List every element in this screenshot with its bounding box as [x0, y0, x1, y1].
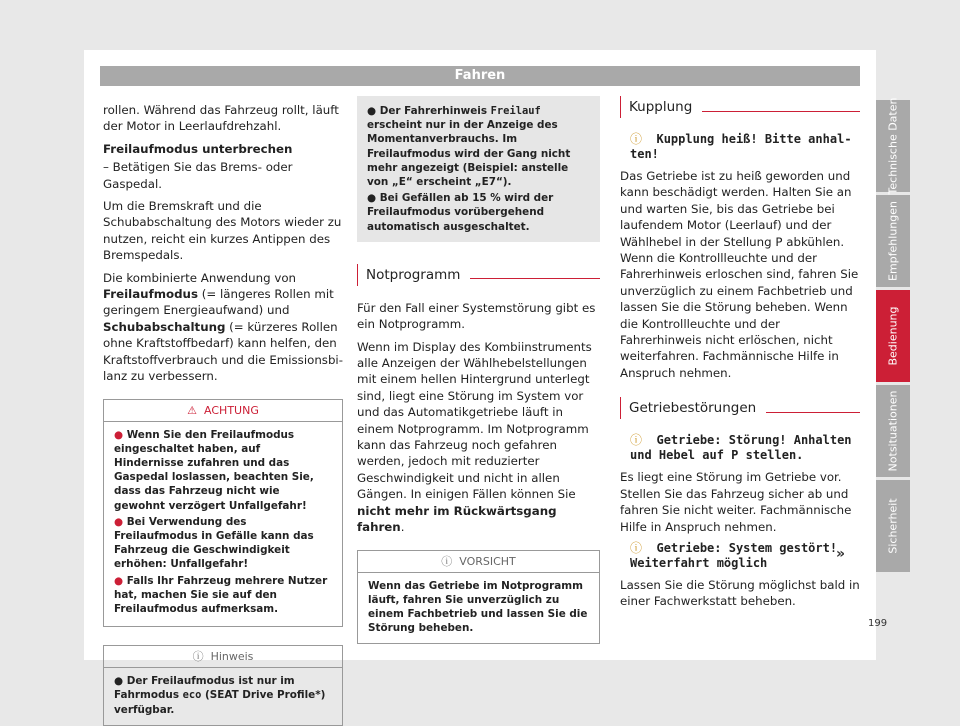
vorsicht-text: Wenn das Getriebe im Notprogramm läuft, fahren Sie unverzüglich zu einem Fachbetrieb und lassen Sie die Störung beheben.	[368, 579, 588, 635]
list-item: ● Falls Ihr Fahrzeug mehrere Nutzer hat, machen Sie sie auf den Freilaufmodus aufmerksam.	[114, 574, 328, 615]
vorsicht-box	[357, 550, 600, 645]
page-number: 199	[868, 618, 888, 629]
vorsicht-header: ⓘ VORSICHT	[358, 551, 599, 573]
list-item: ● Bei Verwendung des Freilaufmodus in Gefälle kann das Fahrzeug die Geschwindigkeit erhöhen: Unfallgefahr!	[114, 515, 314, 571]
column-1	[103, 102, 343, 726]
section-heading-kupplung: Kupplung	[620, 96, 860, 118]
list-item: ● Wenn Sie den Freilaufmodus eingeschaltet haben, auf Hindernisse zufahren und das Gaspedal loslassen, beachten Sie, dass das Fahrzeug nicht wie gewohnt verzögert Unfallgefahr!	[114, 428, 314, 512]
continue-arrow-icon: »	[836, 546, 846, 562]
hinweis-box	[103, 645, 343, 726]
display-message: ⓘ Kupplung heiß! Bitte anhalten!	[630, 132, 852, 161]
list-item: ● Bei Gefällen ab 15 % wird der Freilaufmodus vorübergehend automatisch ausgeschaltet.	[367, 192, 554, 233]
warning-light-icon: ⓘ	[630, 433, 643, 448]
page-header: Fahren	[100, 66, 860, 86]
sub-heading: Freilaufmodus unterbrechen	[103, 141, 293, 156]
display-message: ⓘ Getriebe: Störung! Anhalten und Hebel auf P stellen.	[630, 433, 852, 463]
info-icon: ⓘ	[192, 650, 204, 664]
warning-light-icon: ⓘ	[630, 540, 643, 555]
note-box	[357, 96, 600, 242]
column-2	[357, 96, 600, 644]
section-heading-notprogramm: Notprogramm	[357, 264, 600, 286]
column-3	[620, 96, 860, 616]
instruction-step: – Betätigen Sie das Brems- oder Gaspedal.	[103, 160, 293, 191]
list-item: ● Der Freilaufmodus ist nur im Fahrmodus eco (SEAT Drive Profile*) verfügbar.	[114, 675, 326, 716]
list-item: ● Der Fahrerhinweis Freilauf erscheint nur in der Anzeige des Momentanverbrauchs. Im Freilaufmodus wird der Gang nicht mehr angezeigt (Beispiel: anstelle von „E“ erscheint „E7“).	[367, 105, 571, 189]
paragraph: Lassen Sie die Störung möglichst bald in einer Fachwerkstatt beheben.	[620, 577, 860, 609]
paragraph: Wenn im Display des Kombiinstruments alle Anzeigen der Wählhebelstellungen mit einem hellen Hintergrund unterlegt sind, liegt eine Störung im System vor und das Automatikgetriebe läuft in einem Notprogramm. Im Notprogramm kann das Fahrzeug noch gefahren werden, jedoch mit reduzierter Geschwindigkeit und nicht in allen Gängen. In einigen Fällen können Sie nicht mehr im Rückwärtsgang fahren.	[357, 339, 592, 535]
tab-technische-daten[interactable]: Technische Daten	[876, 100, 910, 192]
alert-circle-icon: ⓘ	[441, 554, 453, 568]
paragraph: Es liegt eine Störung im Getriebe vor. Stellen Sie das Fahrzeug sicher ab und fahren Sie nicht weiter. Fachmännische Hilfe in Anspruch nehmen.	[620, 470, 852, 534]
paragraph: Die kombinierte Anwendung von Freilaufmodus (= längeres Rollen mit geringem Energieaufwand) und Schubabschaltung (= kürzeres Rollen ohne Kraftstoffbedarf) kann helfen, den Kraftstoffverbrauch und die Emissionsbilanz zu verbessern.	[103, 270, 343, 384]
achtung-header: ⚠ ACHTUNG	[104, 400, 342, 422]
display-message: ⓘ Getriebe: System gestört! Weiterfahrt möglich	[630, 540, 838, 570]
chapter-tabs	[876, 97, 910, 575]
paragraph: Das Getriebe ist zu heiß geworden und kann beschädigt werden. Halten Sie an und warten Sie, bis das Getriebe bei laufendem Motor (Leerlauf) und der Wählhebel in der Stellung P abkühlen. Wenn die Kontrollleuchte und der Fahrerhinweis erloschen sind, fahren Sie unverzüglich zu einem Fachbetrieb und lassen Sie die Störung beheben. Wenn die Kontrollleuchte und der Fahrerhinweis nicht erlöschen, nicht weiterfahren. Fachmännische Hilfe in Anspruch nehmen.	[620, 169, 859, 380]
tab-bedienung[interactable]: Bedienung	[876, 290, 910, 382]
achtung-box	[103, 399, 343, 628]
hinweis-header: ⓘ Hinweis	[104, 646, 342, 668]
paragraph: rollen. Während das Fahrzeug rollt, läuft der Motor in Leerlaufdrehzahl.	[103, 103, 339, 134]
paragraph: Um die Bremskraft und die Schubabschaltung des Motors wieder zu nutzen, reicht ein kurzes Antippen des Bremspedals.	[103, 199, 342, 263]
section-heading-getriebe: Getriebestörungen	[620, 397, 860, 419]
paragraph: Für den Fall einer Systemstörung gibt es ein Notprogramm.	[357, 300, 596, 332]
tab-sicherheit[interactable]: Sicherheit	[876, 480, 910, 572]
tab-empfehlungen[interactable]: Empfehlungen	[876, 195, 910, 287]
warning-light-icon: ⓘ	[630, 132, 643, 146]
tab-notsituationen[interactable]: Notsituationen	[876, 385, 910, 477]
warning-triangle-icon: ⚠	[187, 403, 198, 417]
